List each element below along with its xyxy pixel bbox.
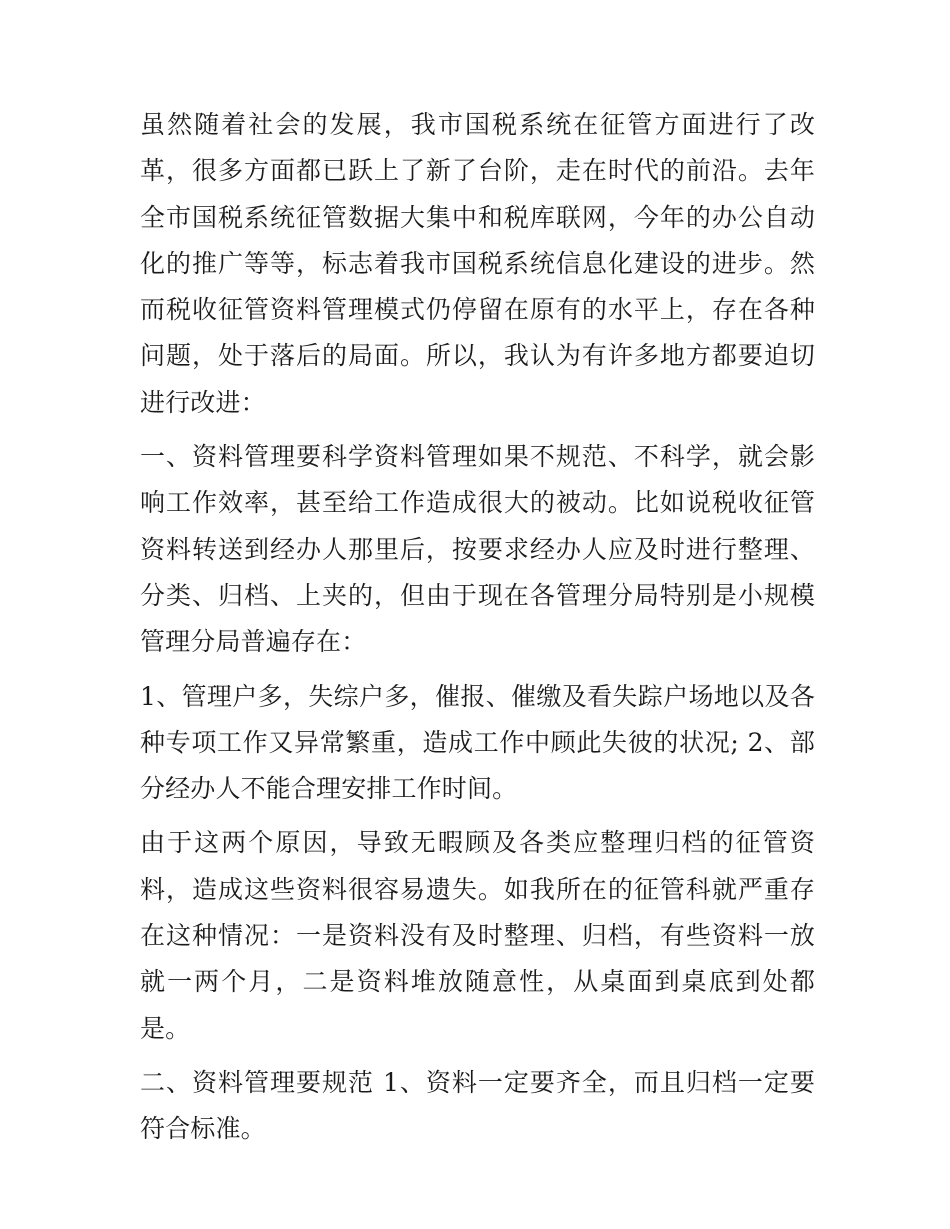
paragraph-intro: 虽然随着社会的发展，我市国税系统在征管方面进行了改革，很多方面都已跃上了新了台阶，走在时代的前沿。去年全市国税系统征管数据大集中和税库联网，今年的办公自动化的推广等等，标志着我市国税系统信息化建设的进步。然而税收征管资料管理模式仍停留在原有的水平上，存在各种问题，处于落后的局面。所以，我认为有许多地方都要迫切进行改进：	[140, 110, 815, 417]
paragraph-section-one: 一、资料管理要科学资料管理如果不规范、不科学，就会影响工作效率，甚至给工作造成很大的被动。比如说税收征管资料转送到经办人那里后，按要求经办人应及时进行整理、分类、归档、上夹的，但由于现在各管理分局特别是小规模管理分局普遍存在：	[140, 442, 815, 657]
paragraph-consequence: 由于这两个原因，导致无暇顾及各类应整理归档的征管资料，造成这些资料很容易遗失。如我所在的征管科就严重存在这种情况：一是资料没有及时整理、归档，有些资料一放就一两个月，二是资料堆放随意性，从桌面到桌底到处都是。	[140, 828, 815, 1043]
paragraph-reasons: 1、管理户多，失综户多，催报、催缴及看失踪户场地以及各种专项工作又异常繁重，造成工作中顾此失彼的状况; 2、部分经办人不能合理安排工作时间。	[140, 681, 815, 804]
document-body	[140, 102, 815, 1161]
paragraph-section-two: 二、资料管理要规范 1、资料一定要齐全，而且归档一定要符合标准。	[140, 1067, 815, 1144]
